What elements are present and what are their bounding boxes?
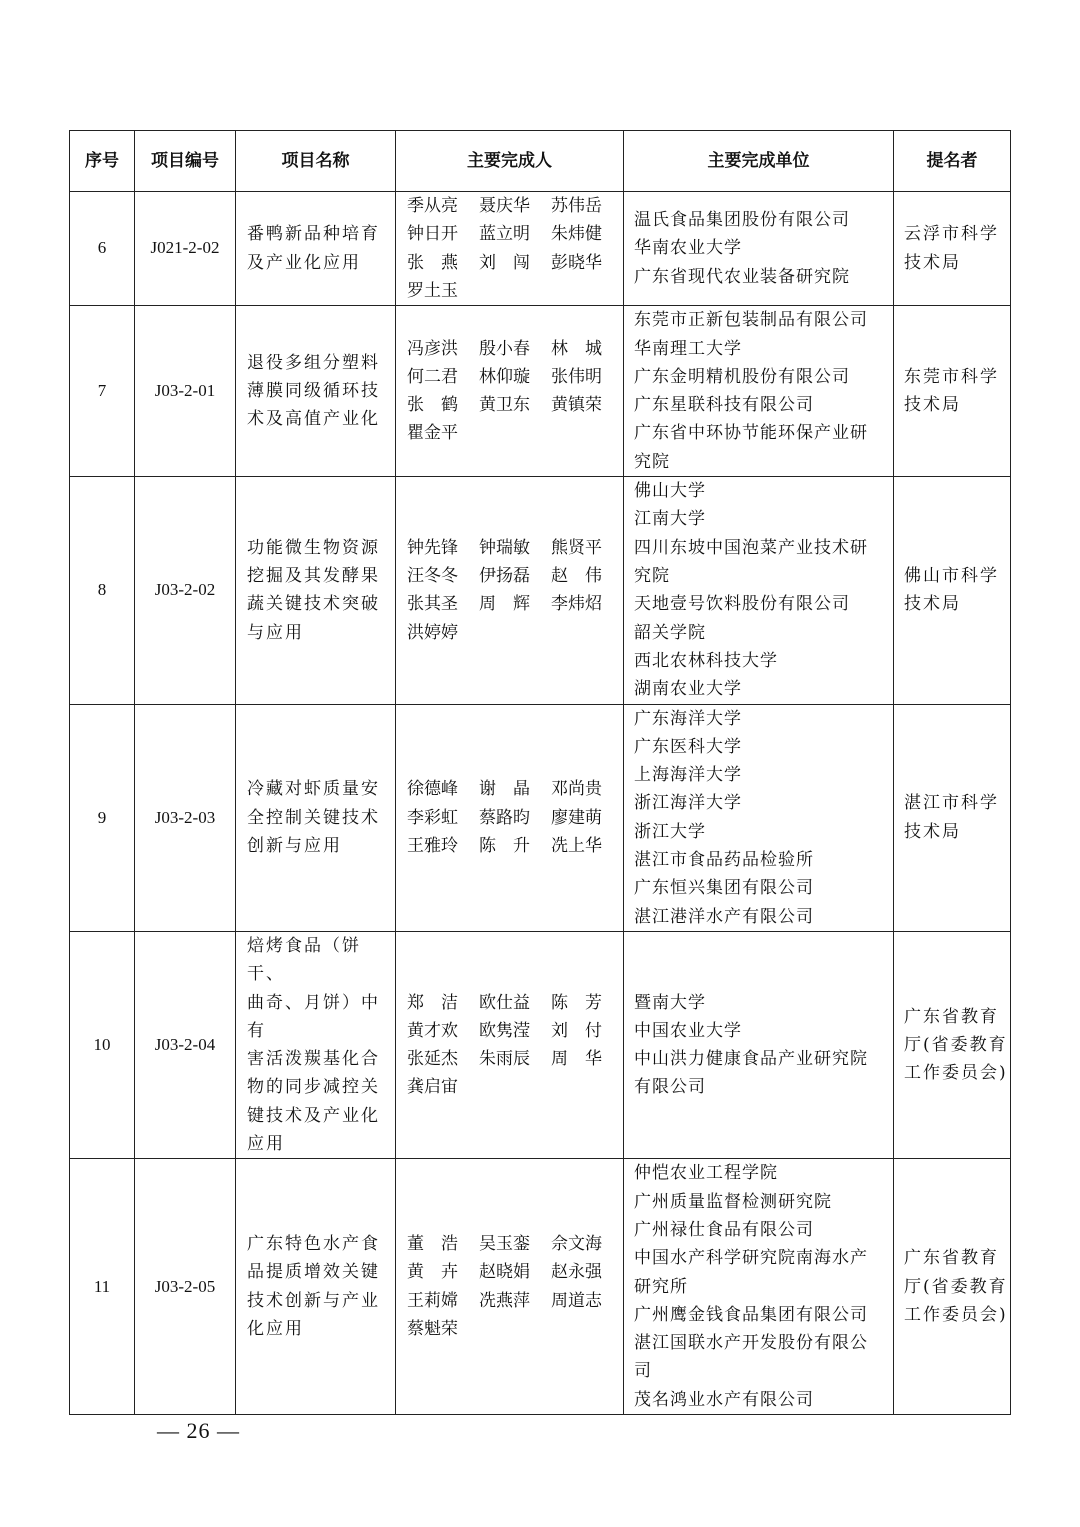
nominator-line: 工作委员会) bbox=[904, 1304, 1008, 1325]
unit-line: 华南理工大学 bbox=[634, 338, 742, 359]
person-name: 蔡魁荣 bbox=[407, 1318, 458, 1339]
person-name: 张 燕 bbox=[407, 252, 458, 273]
cell-people bbox=[396, 192, 624, 306]
person-name: 郑 洁 bbox=[407, 992, 458, 1013]
cell-project-name bbox=[236, 1159, 396, 1415]
cell-units bbox=[624, 192, 894, 306]
person-name: 谢 晶 bbox=[479, 779, 530, 800]
person-name: 汪冬冬 bbox=[407, 566, 458, 587]
person-name: 张伟明 bbox=[551, 366, 602, 387]
cell-code: J03-2-02 bbox=[135, 477, 236, 704]
unit-line: 广东省中环协节能环保产业研 bbox=[634, 423, 868, 444]
people-line bbox=[407, 1315, 623, 1343]
people-line bbox=[407, 562, 623, 590]
person-name: 徐德峰 bbox=[407, 779, 458, 800]
cell-people bbox=[396, 1159, 624, 1415]
person-name: 刘 付 bbox=[551, 1020, 602, 1041]
cell-code: J03-2-04 bbox=[135, 931, 236, 1158]
cell-nominator bbox=[894, 704, 1011, 931]
person-name: 龚启宙 bbox=[407, 1077, 458, 1098]
people-line bbox=[407, 419, 623, 447]
project-name-line: 挖掘及其发酵果 bbox=[247, 566, 380, 587]
person-name: 周道志 bbox=[551, 1290, 602, 1311]
people-line bbox=[407, 335, 623, 363]
person-name: 赵晓娟 bbox=[479, 1262, 530, 1283]
person-name: 林仰璇 bbox=[479, 366, 530, 387]
cell-project-name bbox=[236, 192, 396, 306]
nominator-line: 技术局 bbox=[904, 594, 961, 615]
people-line bbox=[407, 775, 623, 803]
person-name: 邓尚贵 bbox=[551, 779, 602, 800]
cell-nominator bbox=[894, 192, 1011, 306]
project-name-line: 功能微生物资源 bbox=[247, 537, 380, 558]
person-name: 吴玉銮 bbox=[479, 1234, 530, 1255]
person-name: 何二君 bbox=[407, 366, 458, 387]
person-name: 钟日开 bbox=[407, 224, 458, 245]
cell-code: J03-2-03 bbox=[135, 704, 236, 931]
award-table bbox=[69, 130, 1011, 1415]
people-line bbox=[407, 1073, 623, 1101]
project-name-line: 应用 bbox=[247, 1134, 285, 1155]
people-line bbox=[407, 1258, 623, 1286]
person-name: 罗土玉 bbox=[407, 280, 458, 301]
unit-line: 广东医科大学 bbox=[634, 736, 742, 757]
project-name-line: 焙烤食品（饼干、 bbox=[247, 935, 361, 985]
unit-line: 广东恒兴集团有限公司 bbox=[634, 878, 814, 899]
person-name: 董 浩 bbox=[407, 1234, 458, 1255]
person-name: 瞿金平 bbox=[407, 423, 458, 444]
person-name: 赵永强 bbox=[551, 1262, 602, 1283]
people-line bbox=[407, 534, 623, 562]
person-name: 周 华 bbox=[551, 1049, 602, 1070]
person-name: 钟瑞敏 bbox=[479, 537, 530, 558]
project-name-line: 物的同步减控关 bbox=[247, 1077, 380, 1098]
unit-line: 广州质量监督检测研究院 bbox=[634, 1191, 832, 1212]
project-name-line: 退役多组分塑料 bbox=[247, 352, 380, 373]
project-name-line: 技术创新与产业 bbox=[247, 1290, 380, 1311]
unit-line: 西北农林科技大学 bbox=[634, 650, 778, 671]
cell-people bbox=[396, 704, 624, 931]
person-name: 蓝立明 bbox=[479, 224, 530, 245]
table-row bbox=[70, 306, 1011, 477]
people-line bbox=[407, 1230, 623, 1258]
nominator-line: 技术局 bbox=[904, 395, 961, 416]
project-name-line: 曲奇、月饼）中有 bbox=[247, 992, 380, 1041]
person-name: 王雅玲 bbox=[407, 835, 458, 856]
unit-line: 东莞市正新包装制品有限公司 bbox=[634, 310, 868, 331]
nominator-line: 湛江市科学 bbox=[904, 793, 999, 814]
unit-line: 茂名鸿业水产有限公司 bbox=[634, 1389, 814, 1410]
cell-project-name bbox=[236, 306, 396, 477]
person-name: 张延杰 bbox=[407, 1049, 458, 1070]
person-name: 熊贤平 bbox=[551, 537, 602, 558]
unit-line: 中国水产科学研究院南海水产 bbox=[634, 1248, 868, 1269]
person-name: 王莉嫦 bbox=[407, 1290, 458, 1311]
nominator-line: 厅(省委教育 bbox=[904, 1276, 1008, 1297]
project-name-line: 全控制关键技术 bbox=[247, 807, 380, 828]
people-line bbox=[407, 249, 623, 277]
unit-line: 天地壹号饮料股份有限公司 bbox=[634, 594, 850, 615]
project-name-line: 番鸭新品种培育 bbox=[247, 224, 380, 245]
header-seq: 序号 bbox=[70, 131, 135, 192]
project-name-line: 广东特色水产食 bbox=[247, 1234, 380, 1255]
project-name-line: 冷藏对虾质量安 bbox=[247, 779, 380, 800]
unit-line: 湛江市食品药品检验所 bbox=[634, 850, 814, 871]
person-name: 张其圣 bbox=[407, 594, 458, 615]
cell-seq: 7 bbox=[70, 306, 135, 477]
unit-line: 广州鹰金钱食品集团有限公司 bbox=[634, 1304, 868, 1325]
cell-seq: 6 bbox=[70, 192, 135, 306]
page-number: — 26 — bbox=[157, 1418, 240, 1443]
person-name: 苏伟岳 bbox=[551, 196, 602, 216]
project-name-line: 薄膜同级循环技 bbox=[247, 381, 380, 402]
person-name: 佘文海 bbox=[551, 1234, 602, 1255]
person-name: 蔡路昀 bbox=[479, 807, 530, 828]
header-code: 项目编号 bbox=[135, 131, 236, 192]
person-name: 季从亮 bbox=[407, 196, 458, 216]
person-name: 洪婷婷 bbox=[407, 622, 458, 643]
unit-line: 司 bbox=[634, 1361, 652, 1382]
person-name: 赵 伟 bbox=[551, 566, 602, 587]
cell-people bbox=[396, 477, 624, 704]
people-line bbox=[407, 804, 623, 832]
nominator-line: 佛山市科学 bbox=[904, 566, 999, 587]
project-name-line: 与应用 bbox=[247, 622, 304, 643]
cell-seq: 9 bbox=[70, 704, 135, 931]
person-name: 欧仕益 bbox=[479, 992, 530, 1013]
person-name: 陈 升 bbox=[479, 835, 530, 856]
unit-line: 广州禄仕食品有限公司 bbox=[634, 1219, 814, 1240]
unit-line: 四川东坡中国泡菜产业技术研 bbox=[634, 537, 868, 558]
unit-line: 有限公司 bbox=[634, 1077, 706, 1098]
cell-units bbox=[624, 1159, 894, 1415]
person-name: 刘 闯 bbox=[479, 252, 530, 273]
people-line bbox=[407, 1045, 623, 1073]
project-name-line: 及产业化应用 bbox=[247, 252, 361, 273]
nominator-line: 技术局 bbox=[904, 821, 961, 842]
unit-line: 广东海洋大学 bbox=[634, 708, 742, 729]
unit-line: 中国农业大学 bbox=[634, 1020, 742, 1041]
unit-line: 温氏食品集团股份有限公司 bbox=[634, 210, 850, 231]
unit-line: 浙江大学 bbox=[634, 821, 706, 842]
people-line bbox=[407, 192, 623, 220]
cell-units bbox=[624, 306, 894, 477]
project-name-line: 键技术及产业化 bbox=[247, 1105, 380, 1126]
nominator-line: 广东省教育 bbox=[904, 1248, 999, 1269]
project-name-line: 品提质增效关键 bbox=[247, 1262, 380, 1283]
people-line bbox=[407, 1017, 623, 1045]
people-line bbox=[407, 391, 623, 419]
table-body bbox=[70, 192, 1011, 1415]
person-name: 殷小春 bbox=[479, 338, 530, 359]
person-name: 冼燕萍 bbox=[479, 1290, 530, 1311]
unit-line: 广东省现代农业装备研究院 bbox=[634, 266, 850, 287]
person-name: 钟先锋 bbox=[407, 537, 458, 558]
project-name-line: 术及高值产业化 bbox=[247, 409, 380, 430]
project-name-line: 蔬关键技术突破 bbox=[247, 594, 380, 615]
header-name: 项目名称 bbox=[236, 131, 396, 192]
people-line bbox=[407, 619, 623, 647]
person-name: 彭晓华 bbox=[551, 252, 602, 273]
cell-nominator bbox=[894, 477, 1011, 704]
person-name: 欧隽滢 bbox=[479, 1020, 530, 1041]
person-name: 林 城 bbox=[551, 338, 602, 359]
unit-line: 研究所 bbox=[634, 1276, 688, 1297]
unit-line: 广东金明精机股份有限公司 bbox=[634, 366, 850, 387]
cell-people bbox=[396, 306, 624, 477]
people-line bbox=[407, 220, 623, 248]
unit-line: 广东星联科技有限公司 bbox=[634, 395, 814, 416]
person-name: 冼上华 bbox=[551, 835, 602, 856]
person-name: 周 辉 bbox=[479, 594, 530, 615]
cell-code: J03-2-01 bbox=[135, 306, 236, 477]
cell-code: J021-2-02 bbox=[135, 192, 236, 306]
cell-units bbox=[624, 931, 894, 1158]
cell-seq: 8 bbox=[70, 477, 135, 704]
cell-units bbox=[624, 477, 894, 704]
unit-line: 仲恺农业工程学院 bbox=[634, 1163, 778, 1184]
nominator-line: 工作委员会) bbox=[904, 1063, 1008, 1084]
table-row bbox=[70, 931, 1011, 1158]
nominator-line: 厅(省委教育 bbox=[904, 1034, 1008, 1055]
unit-line: 韶关学院 bbox=[634, 622, 706, 643]
people-line bbox=[407, 277, 623, 305]
person-name: 黄卫东 bbox=[479, 395, 530, 416]
cell-seq: 10 bbox=[70, 931, 135, 1158]
cell-project-name bbox=[236, 931, 396, 1158]
person-name: 冯彦洪 bbox=[407, 338, 458, 359]
people-line bbox=[407, 363, 623, 391]
project-name-line: 化应用 bbox=[247, 1318, 304, 1339]
person-name: 聂庆华 bbox=[479, 196, 530, 216]
cell-project-name bbox=[236, 477, 396, 704]
unit-line: 究院 bbox=[634, 451, 670, 472]
person-name: 朱雨辰 bbox=[479, 1049, 530, 1070]
person-name: 黄才欢 bbox=[407, 1020, 458, 1041]
person-name: 张 鹤 bbox=[407, 395, 458, 416]
unit-line: 中山洪力健康食品产业研究院 bbox=[634, 1049, 868, 1070]
project-name-line: 害活泼羰基化合 bbox=[247, 1049, 380, 1070]
person-name: 伊扬磊 bbox=[479, 566, 530, 587]
table-row bbox=[70, 704, 1011, 931]
unit-line: 佛山大学 bbox=[634, 481, 706, 502]
person-name: 陈 芳 bbox=[551, 992, 602, 1013]
person-name: 李彩虹 bbox=[407, 807, 458, 828]
person-name: 廖建萌 bbox=[551, 807, 602, 828]
cell-nominator bbox=[894, 931, 1011, 1158]
unit-line: 华南农业大学 bbox=[634, 238, 742, 259]
people-line bbox=[407, 832, 623, 860]
unit-line: 上海海洋大学 bbox=[634, 765, 742, 786]
people-line bbox=[407, 590, 623, 618]
table-row bbox=[70, 477, 1011, 704]
unit-line: 湛江国联水产开发股份有限公 bbox=[634, 1333, 868, 1354]
unit-line: 暨南大学 bbox=[634, 992, 706, 1013]
cell-code: J03-2-05 bbox=[135, 1159, 236, 1415]
nominator-line: 技术局 bbox=[904, 252, 961, 273]
person-name: 朱炜健 bbox=[551, 224, 602, 245]
person-name: 黄镇荣 bbox=[551, 395, 602, 416]
cell-people bbox=[396, 931, 624, 1158]
unit-line: 湛江港洋水产有限公司 bbox=[634, 906, 814, 927]
table-row bbox=[70, 192, 1011, 306]
cell-nominator bbox=[894, 1159, 1011, 1415]
header-people: 主要完成人 bbox=[396, 131, 624, 192]
unit-line: 湖南农业大学 bbox=[634, 679, 742, 700]
header-units: 主要完成单位 bbox=[624, 131, 894, 192]
people-line bbox=[407, 989, 623, 1017]
person-name: 黄 卉 bbox=[407, 1262, 458, 1283]
unit-line: 浙江海洋大学 bbox=[634, 793, 742, 814]
unit-line: 究院 bbox=[634, 566, 670, 587]
nominator-line: 云浮市科学 bbox=[904, 224, 999, 245]
project-name-line: 创新与应用 bbox=[247, 835, 342, 856]
cell-units bbox=[624, 704, 894, 931]
people-line bbox=[407, 1287, 623, 1315]
cell-nominator bbox=[894, 306, 1011, 477]
unit-line: 江南大学 bbox=[634, 509, 706, 530]
cell-seq: 11 bbox=[70, 1159, 135, 1415]
header-nominator: 提名者 bbox=[894, 131, 1011, 192]
header-row bbox=[70, 131, 1011, 192]
nominator-line: 东莞市科学 bbox=[904, 366, 999, 387]
table-row bbox=[70, 1159, 1011, 1415]
cell-project-name bbox=[236, 704, 396, 931]
person-name: 李炜炤 bbox=[551, 594, 602, 615]
nominator-line: 广东省教育 bbox=[904, 1006, 999, 1027]
